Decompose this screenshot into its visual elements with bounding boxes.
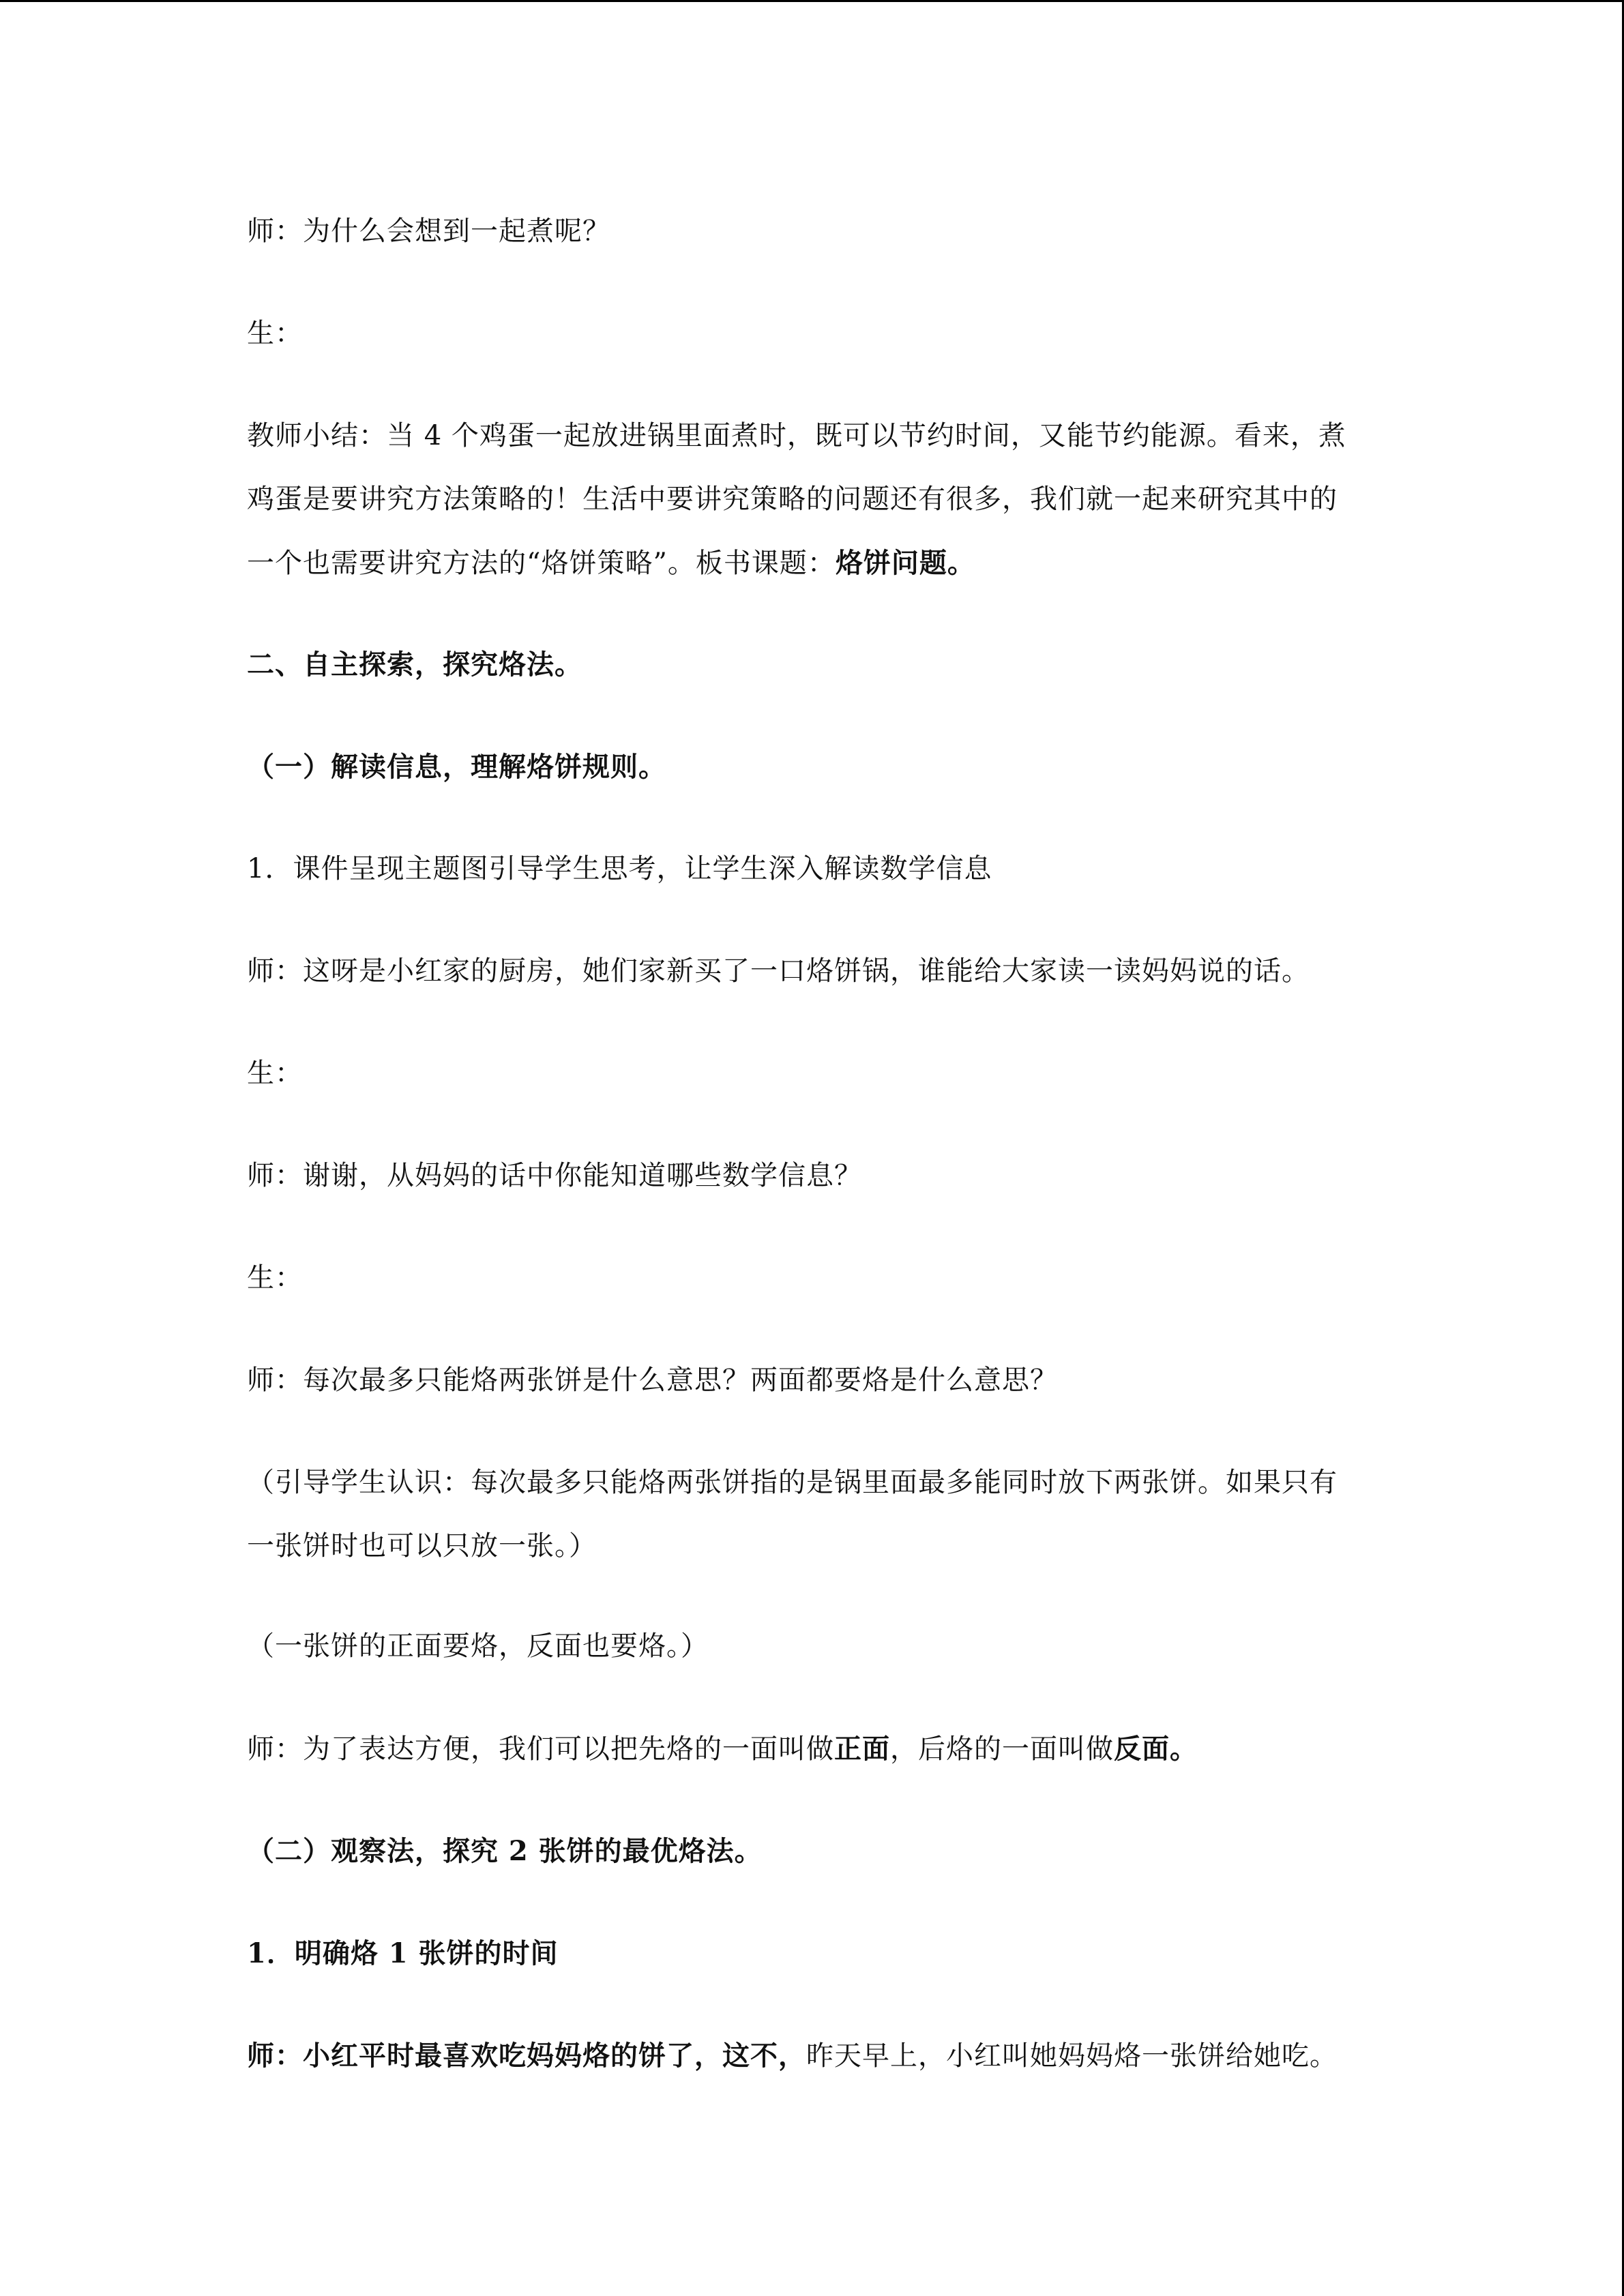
line <box>247 468 1365 531</box>
text-run: 师：为什么会想到一起煮呢？ <box>247 215 610 247</box>
line <box>247 404 1365 468</box>
text-run: 师：为了表达方便，我们可以把先烙的一面叫做 <box>247 1733 834 1765</box>
subsection-heading-1 <box>247 735 1365 799</box>
text-run: 生： <box>247 1262 303 1294</box>
line <box>247 1515 1365 1578</box>
text-run-bold: 师：小红平时最喜欢吃妈妈烙的饼了，这不， <box>247 2040 806 2072</box>
text-run: 一个也需要讲究方法的“烙饼策略”。板书课题： <box>247 548 836 579</box>
text-run: 生： <box>247 1058 303 1089</box>
paragraph-teacher-kitchen <box>247 940 1365 1003</box>
paragraph-step-1 <box>247 837 1365 901</box>
text-run: 昨天早上，小红叫她妈妈烙一张饼给她吃。 <box>806 2040 1338 2072</box>
paragraph-teacher-summary <box>247 404 1365 595</box>
text-run: ，后烙的一面叫做 <box>890 1733 1114 1765</box>
paragraph-teacher-meaning <box>247 1349 1365 1412</box>
text-run: 1．课件呈现主题图引导学生思考，让学生深入解读数学信息 <box>247 853 992 884</box>
text-run: 鸡蛋是要讲究方法策略的！生活中要讲究策略的问题还有很多，我们就一起来研究其中的 <box>247 483 1338 515</box>
text-run: （二）观察法，探究 2 张饼的最优烙法。 <box>247 1835 763 1867</box>
text-run: 师：每次最多只能烙两张饼是什么意思？两面都要烙是什么意思？ <box>247 1365 1058 1396</box>
paragraph-front-back <box>247 1717 1365 1781</box>
text-run: （引导学生认识：每次最多只能烙两张饼指的是锅里面最多能同时放下两张饼。如果只有 <box>247 1467 1338 1498</box>
text-run: 师：谢谢，从妈妈的话中你能知道哪些数学信息？ <box>247 1160 862 1191</box>
text-run: 师：这呀是小红家的厨房，她们家新买了一口烙饼锅，谁能给大家读一读妈妈说的话。 <box>247 955 1310 987</box>
text-run: 二、自主探索，探究烙法。 <box>247 648 582 681</box>
text-run: 生： <box>247 318 303 349</box>
paragraph-student-answer <box>247 1247 1365 1310</box>
lesson-title-bold: 烙饼问题。 <box>835 547 975 579</box>
text-run: 一张饼时也可以只放一张。） <box>247 1530 597 1562</box>
text-run: 1．明确烙 1 张饼的时间 <box>247 1937 559 1969</box>
paragraph-student-answer <box>247 1042 1365 1105</box>
paragraph-teacher-info <box>247 1144 1365 1208</box>
text-run: （一张饼的正面要烙，反面也要烙。） <box>247 1630 709 1662</box>
section-heading-2 <box>247 633 1365 696</box>
line <box>247 1451 1365 1515</box>
paragraph-guidance <box>247 1451 1365 1578</box>
paragraph-teacher-story <box>247 2024 1365 2088</box>
term-back-bold: 反面。 <box>1114 1733 1198 1765</box>
paragraph-teacher-question <box>247 200 1365 263</box>
text-run: （一）解读信息，理解烙饼规则。 <box>247 751 666 783</box>
subsection-heading-2 <box>247 1819 1365 1883</box>
line <box>247 531 1365 595</box>
text-run: 教师小结：当 4 个鸡蛋一起放进锅里面煮时，既可以节约时间，又能节约能源。看来，煮 <box>247 420 1346 451</box>
term-front-bold: 正面 <box>834 1733 890 1765</box>
paragraph-both-sides <box>247 1615 1365 1678</box>
step-heading-1 <box>247 1922 1365 1985</box>
paragraph-student-answer <box>247 302 1365 366</box>
